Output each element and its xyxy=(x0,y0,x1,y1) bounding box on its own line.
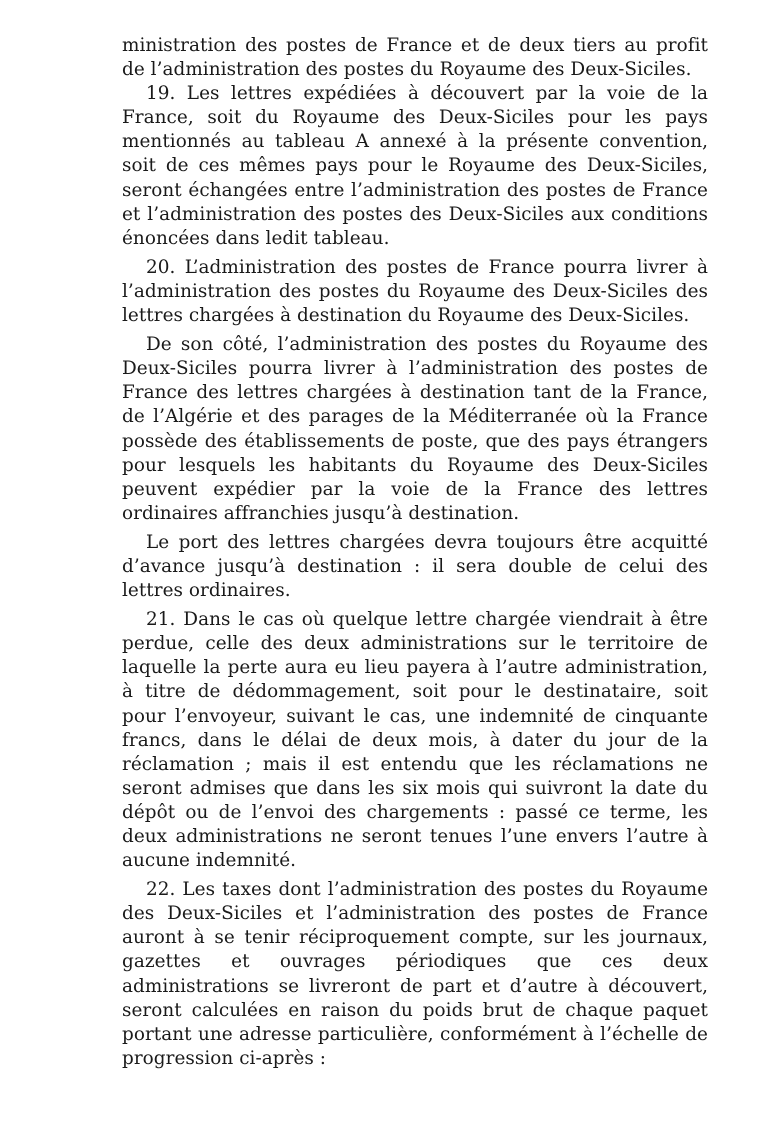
paragraph-article-22: 22. Les taxes dont l’administration des postes du Royaume des Deux-Siciles et l’administration des postes de France auront à se tenir réciproquement compte, sur les journaux, gazettes et ouvrages périodiques que ces deux administrations se livreront de part et d’autre à découvert, seront calculées en raison du poids brut de chaque paquet portant une adresse particulière, conformément à l’échelle de progression ci-après : xyxy=(122,879,708,1069)
paragraph-article-20-third: Le port des lettres chargées devra toujours être acquitté d’avance jusqu’à destination : il sera double de celui des lettres ordinaires. xyxy=(122,531,708,602)
paragraph-article-21: 21. Dans le cas où quelque lettre chargée viendrait à être perdue, celle des deux administrations sur le territoire de laquelle la perte aura eu lieu payera à l’autre administration, à titre de dédommagement, soit pour le destinataire, soit pour l’envoyeur, suivant le cas, une indemnité de cinquante francs, dans le délai de deux mois, à dater du jour de la réclamation ; mais il est entendu que les réclamations ne seront admises que dans les six mois qui suivront la date du dépôt ou de l’envoi des chargements : passé ce terme, les deux administrations ne seront tenues l’une envers l’autre à aucune indemnité. xyxy=(122,609,708,872)
document-page xyxy=(122,34,708,1071)
paragraph-article-19: 19. Les lettres expédiées à découvert par la voie de la France, soit du Royaume des Deux-Siciles pour les pays mentionnés au tableau A annexé à la présente convention, soit de ces mêmes pays pour le Royaume des Deux-Siciles, seront échangées entre l’administration des postes de France et l’administration des postes des Deux-Siciles aux conditions énoncées dans ledit tableau. xyxy=(122,83,708,249)
paragraph-continuation: ministration des postes de France et de deux tiers au profit de l’administration des postes du Royaume des Deux-Siciles. xyxy=(122,35,708,81)
paragraph-article-20-second: De son côté, l’administration des postes du Royaume des Deux-Siciles pourra livrer à l’administration des postes de France des lettres chargées à destination tant de la France, de l’Algérie et des parages de la Méditerranée où la France possède des établissements de poste, que des pays étrangers pour lesquels les habitants du Royaume des Deux-Siciles peuvent expédier par la voie de la France des lettres ordinaires affranchies jusqu’à destination. xyxy=(122,334,708,524)
paragraph-article-20: 20. L’administration des postes de France pourra livrer à l’administration des postes du Royaume des Deux-Siciles des lettres chargées à destination du Royaume des Deux-Siciles. xyxy=(122,256,708,327)
